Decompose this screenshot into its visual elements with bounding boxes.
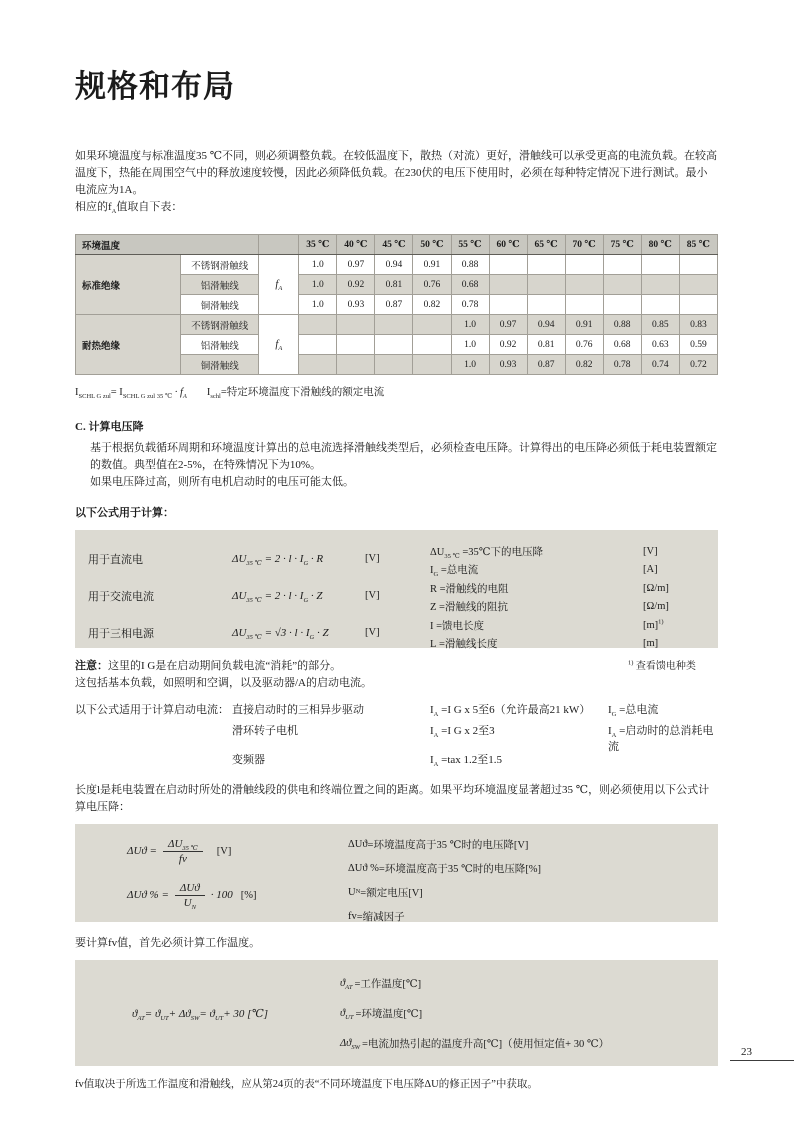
- value-cell: [337, 355, 375, 375]
- value-cell: 0.94: [375, 255, 413, 275]
- footer-paragraph: fv值取决于所选工作温度和滑触线，应从第24页的表“不同环境温度下电压降ΔU的修正因子”中获取。: [75, 1079, 538, 1090]
- length-paragraph: 长度l是耗电装置在启动时所处的滑触线段的供电和终端位置之间的距离。如果平均环境温度显著超过35 ℃，则必须使用以下公式计算电压降：: [75, 784, 710, 813]
- value-cell: [413, 335, 451, 355]
- value-cell: [337, 335, 375, 355]
- formula-delta-u: ΔUϑ = $\frac{\Delta U_{35 ℃}}{fv}$ [V]: [127, 837, 232, 865]
- value-cell: [489, 255, 527, 275]
- value-cell: 0.85: [641, 315, 679, 335]
- value-cell: [527, 255, 565, 275]
- value-cell: 0.74: [641, 355, 679, 375]
- formula-row-threephase: [88, 614, 430, 651]
- table-row: [76, 255, 718, 275]
- page-title: 规格和布局: [75, 69, 235, 104]
- fa-symbol: $f_A$: [259, 315, 299, 375]
- temp-header: 60 ℃: [489, 235, 527, 255]
- temp-header: 65 ℃: [527, 235, 565, 255]
- startup-intro: 以下公式适用于计算启动电流：: [75, 704, 229, 716]
- value-cell: [337, 315, 375, 335]
- startup-row: [75, 752, 718, 773]
- material-cell: 铜滑触线: [181, 295, 259, 315]
- value-cell: 1.0: [451, 315, 489, 335]
- definition-row: Z =滑触线的阻抗 [Ω/m]: [430, 601, 669, 614]
- definition-row: R =滑触线的电阻 [Ω/m]: [430, 582, 669, 595]
- value-cell: 0.91: [565, 315, 603, 335]
- note-section: [75, 658, 718, 692]
- symbol-definitions: [430, 540, 718, 651]
- material-cell: 铜滑触线: [181, 355, 259, 375]
- value-cell: 0.93: [337, 295, 375, 315]
- startup-definition: $I_G$ =总电流: [608, 704, 659, 719]
- value-cell: 0.87: [375, 295, 413, 315]
- table-reference-line: [75, 199, 718, 216]
- definition-row: $I_G$ =总电流 [A]: [430, 564, 658, 579]
- group-label-standard: 标准绝缘: [76, 255, 181, 315]
- value-cell: [375, 355, 413, 375]
- formula: $\Delta U_{35 ℃} = 2 \cdot l \cdot I_G \cdot R$: [232, 552, 324, 567]
- value-cell: 1.0: [299, 295, 337, 315]
- material-cell: 不锈钢滑触线: [181, 255, 259, 275]
- value-cell: 0.72: [679, 355, 717, 375]
- table-header-row: [76, 235, 718, 255]
- value-cell: 0.81: [527, 335, 565, 355]
- value-cell: 0.88: [603, 315, 641, 335]
- temp-header: 80 ℃: [641, 235, 679, 255]
- formula-label: 用于交流电流: [88, 590, 154, 603]
- page-number: 23: [730, 1046, 794, 1061]
- ref-sub: A: [111, 208, 117, 216]
- value-cell: 0.88: [451, 255, 489, 275]
- startup-row: [75, 702, 718, 723]
- definition-row: $ϑ_{AT}$ =工作温度[℃]: [340, 977, 422, 991]
- intro-paragraph: 如果环境温度与标准温度35 ℃不同，则必须调整负载。在较低温度下，散热（对流）更好，滑触线可以承受更高的电流负载。在较高温度下，热能在周围空气中的释放速度较慢，因此必须降低负载。在230伏的电压下使用时，必须在每种特定情况下进行测试。最小电流应为1A。: [75, 150, 718, 196]
- startup-row: [75, 723, 718, 753]
- value-cell: [299, 315, 337, 335]
- ref-post: 值取自下表：: [116, 201, 183, 213]
- material-cell: 铝滑触线: [181, 275, 259, 295]
- value-cell: [299, 335, 337, 355]
- table-row: [76, 315, 718, 335]
- value-cell: 0.82: [565, 355, 603, 375]
- formula-list: [88, 540, 430, 648]
- formula-label: 用于三相电源: [88, 627, 154, 640]
- temp-header: 40 ℃: [337, 235, 375, 255]
- value-cell: 0.81: [375, 275, 413, 295]
- formula-intro: 以下公式用于计算：: [75, 507, 174, 519]
- value-cell: 0.87: [527, 355, 565, 375]
- definition-row: fv =缩减因子: [348, 910, 405, 923]
- symbol-definitions: [348, 824, 718, 922]
- startup-formula: $I_A =I$ G x 2至3: [430, 725, 495, 740]
- temp-header: 85 ℃: [679, 235, 717, 255]
- formula-label: 用于直流电: [88, 553, 143, 566]
- formula-row-dc: [88, 540, 430, 577]
- value-cell: [299, 355, 337, 375]
- value-cell: 0.92: [337, 275, 375, 295]
- value-cell: [375, 335, 413, 355]
- fraction: $\frac{\text{ΔUϑ}}{U_N}$: [175, 882, 205, 909]
- value-cell: [603, 275, 641, 295]
- fa-factor-table: [75, 234, 718, 375]
- value-cell: [679, 275, 717, 295]
- fraction-formulas: [75, 824, 348, 922]
- formula-unit: [V]: [216, 845, 232, 857]
- value-cell: 0.68: [603, 335, 641, 355]
- formula: $\Delta U_{35 ℃} = 2 \cdot l \cdot I_G \cdot Z$: [232, 589, 323, 604]
- value-cell: [603, 295, 641, 315]
- value-cell: [413, 355, 451, 375]
- definition-row: L =滑触线长度 [m]: [430, 638, 659, 651]
- value-cell: 0.94: [527, 315, 565, 335]
- value-cell: 0.82: [413, 295, 451, 315]
- fraction: $\frac{\Delta U_{35 ℃}}{fv}$: [163, 838, 203, 865]
- value-cell: 1.0: [451, 335, 489, 355]
- value-cell: 0.63: [641, 335, 679, 355]
- value-cell: [413, 315, 451, 335]
- formula-delta-u-percent: ΔUϑ % = $\frac{\text{ΔUϑ}}{U_N}$ · 100 [%]: [127, 881, 257, 911]
- temp-header: 50 ℃: [413, 235, 451, 255]
- operating-temp-formula: $ϑ_{AT}= ϑ_{UT}+ \Delta ϑ_{SW}= ϑ_{UT}+ 30$ [℃]: [132, 1007, 269, 1022]
- value-cell: 1.0: [299, 275, 337, 295]
- value-cell: 0.97: [489, 315, 527, 335]
- note-line: 这包括基本负载，如照明和空调，以及驱动器/A的启动电流。: [75, 677, 372, 689]
- formula-unit: [%]: [240, 889, 257, 901]
- startup-definition: $I_A$ =启动时的总消耗电流: [608, 725, 714, 753]
- drive-type: 直接启动时的三相异步驱动: [232, 704, 364, 716]
- symbol-definitions: [340, 960, 718, 1066]
- definition-row: U N =额定电压[V]: [348, 886, 423, 899]
- value-cell: 0.91: [413, 255, 451, 275]
- value-cell: 0.76: [565, 335, 603, 355]
- value-cell: [489, 275, 527, 295]
- drive-type: 滑环转子电机: [232, 725, 298, 737]
- value-cell: [565, 295, 603, 315]
- formula-row-ac: [88, 577, 430, 614]
- value-cell: 0.76: [413, 275, 451, 295]
- fa-symbol: $f_A$: [259, 255, 299, 315]
- value-cell: [641, 295, 679, 315]
- note-label: 注意：: [75, 660, 108, 672]
- temperature-voltage-drop-box: [75, 824, 718, 922]
- definition-row: ΔUϑ % =环境温度高于35 ℃时的电压降[%]: [348, 862, 541, 875]
- section-c: [75, 419, 718, 522]
- material-cell: 不锈钢滑触线: [181, 315, 259, 335]
- group-label-heat: 耐热绝缘: [76, 315, 181, 375]
- temp-header: 55 ℃: [451, 235, 489, 255]
- definition-row: $\Delta U_{35 ℃}$ =35℃下的电压降 [V]: [430, 545, 658, 560]
- fa-column-header: [259, 235, 299, 255]
- value-cell: [489, 295, 527, 315]
- ref-pre: 相应的f: [75, 201, 112, 213]
- temp-header: 35 ℃: [299, 235, 337, 255]
- value-cell: [679, 295, 717, 315]
- section-c-heading: C. 计算电压降: [75, 421, 144, 433]
- definition-row: $\Delta ϑ_{SW}$ =电流加热引起的温度升高[℃]（使用恒定值+ 30 ℃）: [340, 1037, 610, 1051]
- value-cell: 0.97: [337, 255, 375, 275]
- section-c-paragraph: 如果电压降过高，则所有电机启动时的电压可能太低。: [90, 476, 354, 488]
- value-cell: [565, 275, 603, 295]
- value-cell: 0.59: [679, 335, 717, 355]
- rated-current-formula: $I_{SCHL G zul}= I_{SCHL G zul 35 ℃} \cdot f_A$ $I_{schl}=$特定环境温度下滑触线的额定电流: [75, 387, 385, 401]
- note-text: [75, 658, 718, 692]
- value-cell: 0.92: [489, 335, 527, 355]
- value-cell: 0.78: [603, 355, 641, 375]
- value-cell: 1.0: [299, 255, 337, 275]
- operating-temperature-box: [75, 960, 718, 1066]
- material-cell: 铝滑触线: [181, 335, 259, 355]
- value-cell: [375, 315, 413, 335]
- voltage-drop-formula-box: [75, 530, 718, 651]
- temp-header: 45 ℃: [375, 235, 413, 255]
- value-cell: 0.83: [679, 315, 717, 335]
- startup-current-section: [75, 702, 718, 773]
- formula-unit: [V]: [365, 553, 380, 564]
- section-c-body: [90, 440, 718, 491]
- value-cell: [641, 255, 679, 275]
- section-c-paragraph: 基于根据负载循环周期和环境温度计算出的总电流选择滑触线类型后，必须检查电压降。计算得出的电压降必须低于耗电装置额定的数值。典型值在2-5%，在特殊情况下为10%。: [90, 442, 717, 471]
- value-cell: 1.0: [451, 355, 489, 375]
- definition-row: ΔUϑ =环境温度高于35 ℃时的电压降[V]: [348, 838, 529, 851]
- value-cell: [527, 275, 565, 295]
- value-cell: [527, 295, 565, 315]
- temp-header: 70 ℃: [565, 235, 603, 255]
- formula: $\Delta U_{35 ℃} = √3 \cdot l \cdot I_G \cdot Z$: [232, 626, 329, 641]
- ambient-temp-header: 环境温度: [76, 235, 259, 255]
- value-cell: [565, 255, 603, 275]
- temp-header: 75 ℃: [603, 235, 641, 255]
- value-cell: [679, 255, 717, 275]
- footnote-feed-type: $^{1)}$ 查看馈电种类: [628, 659, 696, 672]
- definition-row: $ϑ_{UT}$ =环境温度[℃]: [340, 1007, 423, 1021]
- formula-unit: [V]: [365, 590, 380, 601]
- value-cell: 0.78: [451, 295, 489, 315]
- intro-block: [75, 148, 718, 216]
- note-line: 注意：这里的I G是在启动期间负载电流“消耗”的部分。: [75, 660, 342, 672]
- drive-type: 变频器: [232, 754, 265, 766]
- startup-formula: $I_A =I$ G x 5至6（允许最高21 kW）: [430, 704, 591, 719]
- value-cell: 0.68: [451, 275, 489, 295]
- value-cell: 0.93: [489, 355, 527, 375]
- fv-paragraph: 要计算fv值，首先必须计算工作温度。: [75, 937, 261, 949]
- startup-formula: $I_A =tax$ 1.2至1.5: [430, 754, 503, 769]
- formula-unit: [V]: [365, 627, 380, 638]
- definition-row: I =馈电长度 $[m]^{1)}$: [430, 618, 664, 632]
- page-content: [0, 70, 794, 1091]
- value-cell: [603, 255, 641, 275]
- value-cell: [641, 275, 679, 295]
